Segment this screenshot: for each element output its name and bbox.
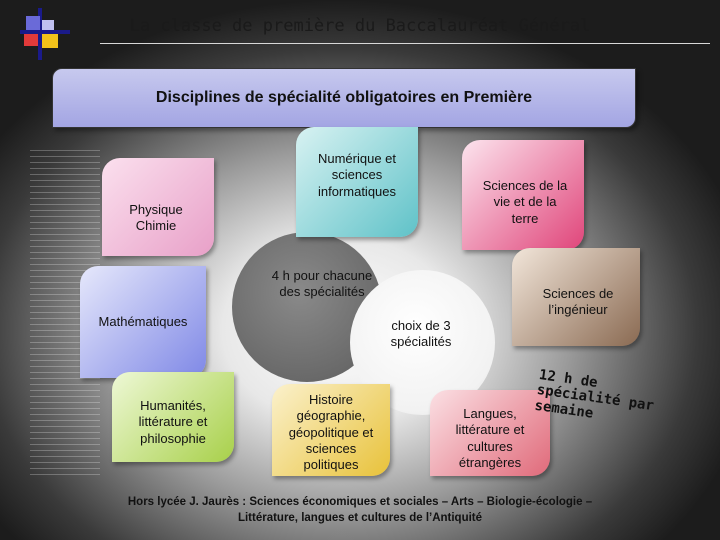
box-ingenieur [512, 248, 640, 346]
box-humanites-label: Humanités, littérature et philosophie [138, 398, 208, 446]
page-title: La classe de première du Baccalauréat Général [129, 16, 591, 36]
hours-each-text: 4 h pour chacune des spécialités [271, 268, 373, 300]
title-underline [100, 43, 710, 44]
box-langues [430, 390, 550, 476]
box-maths [80, 266, 206, 378]
box-svt [462, 140, 584, 250]
box-numerique [296, 127, 418, 237]
box-histoire-label: Histoire géographie, géopolitique et sciences politiques [288, 392, 374, 472]
choice-text: choix de 3 spécialités [390, 318, 452, 350]
box-physique-label: Physique Chimie [129, 202, 183, 234]
total-hours-text: 12 h de spécialité par semaine [533, 367, 655, 422]
box-numerique-label: Numérique et sciences informatiques [317, 151, 397, 199]
footer-line-2: Littérature, langues et cultures de l’Antiquité [237, 512, 483, 525]
box-svt-label: Sciences de la vie et de la terre [482, 178, 568, 226]
banner-heading: Disciplines de spécialité obligatoires en Première [52, 68, 636, 128]
box-histoire [272, 384, 390, 476]
box-langues-label: Langues, littérature et cultures étrangères [455, 406, 525, 470]
box-ingenieur-label: Sciences de l’ingénieur [542, 286, 614, 318]
box-humanites [112, 372, 234, 462]
box-physique [102, 158, 214, 256]
footer-line-1: Hors lycée J. Jaurès : Sciences économiques et sociales – Arts – Biologie-écologie – [127, 496, 593, 508]
footer-note [110, 494, 610, 526]
box-maths-label: Mathématiques [98, 314, 188, 329]
